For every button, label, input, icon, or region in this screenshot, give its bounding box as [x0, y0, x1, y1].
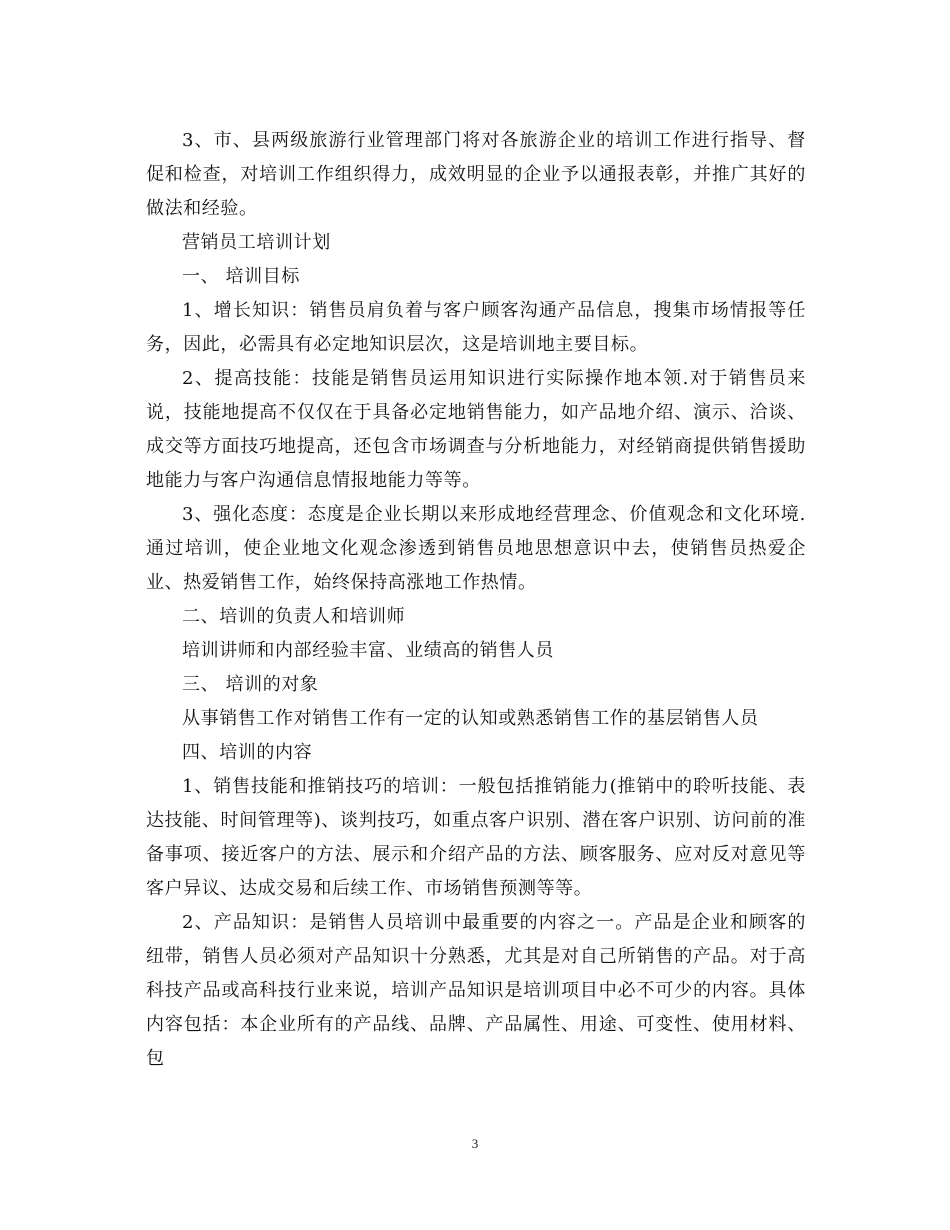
paragraph-plan-title: 营销员工培训计划: [182, 232, 331, 253]
paragraph-content-product-knowledge: 2、产品知识：是销售人员培训中最重要的内容之一。产品是企业和顾客的纽带，销售人员必须对产品知识十分熟悉，尤其是对自己所销售的产品。对于高科技产品或高科技行业来说，培训产品知识是培训项目中必不可少的内容。具体内容包括：本企业所有的产品线、品牌、产品属性、用途、可变性、使用材料、包: [146, 912, 806, 1069]
document-body: [146, 124, 806, 1076]
heading-trainers: 二、培训的负责人和培训师: [182, 606, 406, 627]
paragraph-training-audience: 从事销售工作对销售工作有一定的认知或熟悉销售工作的基层销售人员: [182, 708, 759, 729]
page-number: 3: [471, 1136, 479, 1151]
heading-training-goals: 一、 培训目标: [182, 266, 300, 287]
heading-training-audience: 三、 培训的对象: [182, 674, 319, 695]
paragraph-trainers: 培训讲师和内部经验丰富、业绩高的销售人员: [182, 640, 554, 661]
paragraph-tourism-supervision: 3、市、县两级旅游行业管理部门将对各旅游企业的培训工作进行指导、督促和检查，对培训工作组织得力，成效明显的企业予以通报表彰，并推广其好的做法和经验。: [146, 130, 806, 219]
paragraph-goal-knowledge: 1、增长知识：销售员肩负着与客户顾客沟通产品信息，搜集市场情报等任务，因此，必需具有必定地知识层次，这是培训地主要目标。: [146, 300, 806, 355]
paragraph-goal-skills: 2、提高技能：技能是销售员运用知识进行实际操作地本领.对于销售员来说，技能地提高不仅仅在于具备必定地销售能力，如产品地介绍、演示、洽谈、成交等方面技巧地提高，还包含市场调查与分析地能力，对经销商提供销售援助地能力与客户沟通信息情报地能力等等。: [146, 368, 806, 491]
heading-training-content: 四、培训的内容: [182, 742, 313, 763]
paragraph-content-sales-skills: 1、销售技能和推销技巧的培训：一般包括推销能力(推销中的聆听技能、表达技能、时间管理等)、谈判技巧，如重点客户识别、潜在客户识别、访问前的准备事项、接近客户的方法、展示和介绍产品的方法、顾客服务、应对反对意见等客户异议、达成交易和后续工作、市场销售预测等等。: [146, 776, 806, 899]
paragraph-goal-attitude: 3、强化态度：态度是企业长期以来形成地经营理念、价值观念和文化环境.通过培训，使企业地文化观念渗透到销售员地思想意识中去，使销售员热爱企业、热爱销售工作，始终保持高涨地工作热情。: [146, 504, 806, 593]
